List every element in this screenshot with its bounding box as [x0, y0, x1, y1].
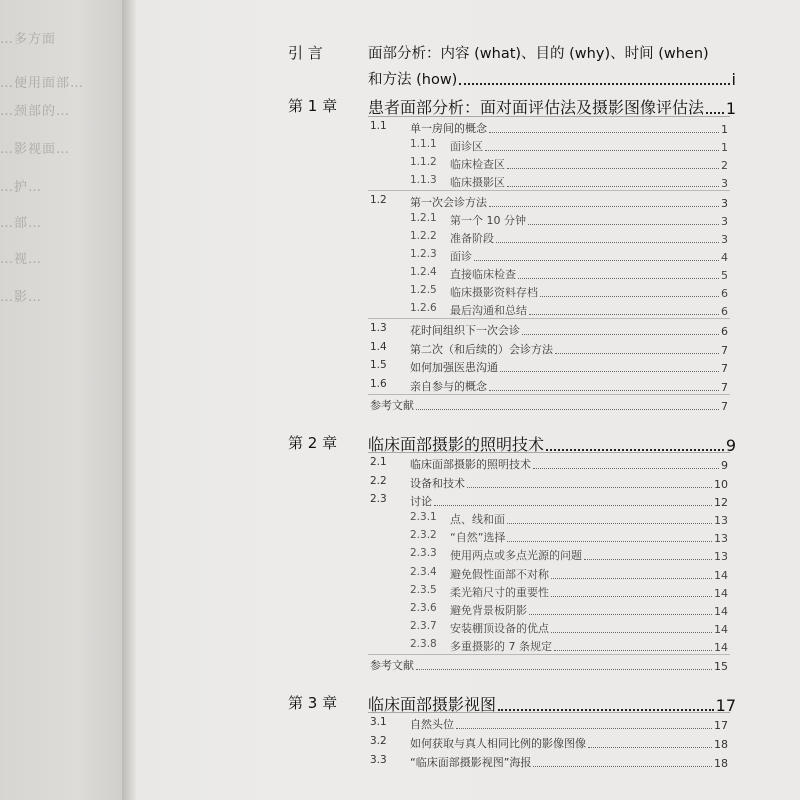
section-number: 1.6: [370, 378, 387, 390]
section-number: 1.3: [370, 322, 387, 334]
ghost-text: …影视面…: [0, 142, 71, 157]
subsection-number: 2.3.7: [410, 620, 437, 632]
leader-dots: [456, 728, 712, 729]
toc-entry-1-2[interactable]: [410, 194, 728, 210]
toc-entry-1-2-1[interactable]: [450, 212, 728, 228]
subsection-title: 安装棚顶设备的优点: [450, 622, 549, 635]
chapter-label: 第 2 章: [288, 434, 338, 452]
intro-title-line1: 面部分析：内容 (what)、目的 (why)、时间 (when): [368, 46, 709, 62]
intro-label: 引 言: [288, 44, 323, 62]
toc-entry-refs-1[interactable]: [370, 397, 728, 413]
toc-entry-1-2-5[interactable]: [450, 284, 728, 300]
toc-entry-refs-2[interactable]: [370, 657, 728, 673]
section-number: 3.1: [370, 716, 387, 728]
intro-title-line2: 和方法 (how): [368, 72, 458, 88]
leader-dots: [507, 186, 719, 187]
leader-dots: [434, 505, 712, 506]
page-number: 14: [714, 623, 728, 636]
page-number: 17: [714, 719, 728, 732]
subsection-title: 最后沟通和总结: [450, 304, 527, 317]
leader-dots: [533, 468, 719, 469]
section-number: 2.2: [370, 475, 387, 487]
divider: [368, 654, 730, 655]
leader-dots: [489, 132, 719, 133]
toc-entry-1-1[interactable]: [410, 120, 728, 136]
page-number: 14: [714, 587, 728, 600]
subsection-title: 避免假性面部不对称: [450, 568, 549, 581]
chapter-title: 临床面部摄影视图: [368, 695, 497, 714]
section-title: 自然头位: [410, 718, 454, 731]
page-number: 9: [721, 459, 728, 472]
section-title: 第一次会诊方法: [410, 196, 487, 209]
section-number: 1.1: [370, 120, 387, 132]
page-number: 18: [714, 738, 728, 751]
leader-dots: [706, 112, 724, 114]
subsection-title: 柔光箱尺寸的重要性: [450, 586, 549, 599]
page-number: 17: [715, 696, 736, 715]
page-number: 5: [721, 269, 728, 282]
toc-entry-2-3[interactable]: [410, 493, 728, 509]
chapter-title: 患者面部分析：面对面评估法及摄影图像评估法: [368, 98, 705, 117]
toc-entry-1-1-2[interactable]: [450, 156, 728, 172]
page-number: 3: [721, 177, 728, 190]
page-number: 6: [721, 287, 728, 300]
section-title: 临床面部摄影的照明技术: [410, 458, 531, 471]
section-title: 亲自参与的概念: [410, 380, 487, 393]
leader-dots: [485, 150, 719, 151]
leader-dots: [474, 260, 719, 261]
page-number: 14: [714, 569, 728, 582]
book-gutter: [122, 0, 136, 800]
leader-dots: [416, 669, 712, 670]
toc-entry-1-1-1[interactable]: [450, 138, 728, 154]
leader-dots: [529, 614, 712, 615]
page-number: 7: [721, 362, 728, 375]
subsection-title: 面诊: [450, 250, 472, 263]
chapter-label: 第 1 章: [288, 97, 338, 115]
leader-dots: [507, 523, 712, 524]
subsection-number: 2.3.6: [410, 602, 437, 614]
page-number: 3: [721, 197, 728, 210]
page-number: 14: [714, 605, 728, 618]
divider: [368, 116, 730, 117]
subsection-title: 多重摄影的 7 条规定: [450, 640, 552, 653]
leader-dots: [500, 371, 719, 372]
section-number: 2.1: [370, 456, 387, 468]
subsection-title: 使用两点或多点光源的问题: [450, 549, 582, 562]
ghost-text: …颈部的…: [0, 104, 71, 119]
page-number: 3: [721, 215, 728, 228]
toc-entry-1-2-6[interactable]: [450, 302, 728, 318]
page-number: 9: [725, 436, 736, 455]
leader-dots: [507, 541, 712, 542]
divider: [368, 712, 730, 713]
subsection-number: 1.2.5: [410, 284, 437, 296]
section-title: 讨论: [410, 495, 432, 508]
page-number: 6: [721, 325, 728, 338]
facing-page: [0, 0, 128, 800]
subsection-title: 临床摄影资料存档: [450, 286, 538, 299]
subsection-number: 2.3.5: [410, 584, 437, 596]
toc-entry-2-3-7[interactable]: [450, 620, 728, 636]
page-number: 1: [725, 99, 736, 118]
subsection-title: 点、线和面: [450, 513, 505, 526]
leader-dots: [489, 206, 719, 207]
subsection-number: 2.3.1: [410, 511, 437, 523]
toc-entry-3-2[interactable]: [410, 735, 728, 751]
subsection-title: 第一个 10 分钟: [450, 214, 526, 227]
leader-dots: [533, 766, 712, 767]
ghost-text: …影…: [0, 290, 43, 305]
section-number: 1.2: [370, 194, 387, 206]
leader-dots: [584, 559, 712, 560]
toc-entry-1-1-3[interactable]: [450, 174, 728, 190]
references-title: 参考文献: [370, 659, 414, 672]
ghost-text: …护…: [0, 180, 43, 195]
leader-dots: [551, 596, 712, 597]
subsection-number: 1.2.1: [410, 212, 437, 224]
subsection-title: “自然”选择: [450, 531, 506, 544]
ghost-text: …便用面部…: [0, 76, 85, 91]
section-title: 如何获取与真人相同比例的影像图像: [410, 737, 586, 750]
page-number: 13: [714, 514, 728, 527]
leader-dots: [507, 168, 719, 169]
page-number: 15: [714, 660, 728, 673]
subsection-number: 1.2.2: [410, 230, 437, 242]
section-number: 1.4: [370, 341, 387, 353]
leader-dots: [459, 83, 729, 85]
section-title: 设备和技术: [410, 477, 465, 490]
page-number: 6: [721, 305, 728, 318]
toc-entry-1-4[interactable]: [410, 341, 728, 357]
leader-dots: [528, 224, 719, 225]
toc-entry-2-3-2[interactable]: [450, 529, 728, 545]
toc-entry-1-2-3[interactable]: [450, 248, 728, 264]
chapter-label: 第 3 章: [288, 694, 338, 712]
toc-entry-2-3-5[interactable]: [450, 584, 728, 600]
subsection-number: 1.1.2: [410, 156, 437, 168]
subsection-number: 1.2.6: [410, 302, 437, 314]
ghost-text: …部…: [0, 216, 43, 231]
leader-dots: [522, 334, 719, 335]
page-number: 14: [714, 641, 728, 654]
subsection-title: 临床检查区: [450, 158, 505, 171]
toc-entry-2-3-6[interactable]: [450, 602, 728, 618]
section-title: 单一房间的概念: [410, 122, 487, 135]
section-title: “临床面部摄影视图”海报: [410, 756, 532, 769]
toc-entry-3-1[interactable]: [410, 716, 728, 732]
subsection-title: 临床摄影区: [450, 176, 505, 189]
subsection-title: 避免背景板阴影: [450, 604, 527, 617]
section-number: 1.5: [370, 359, 387, 371]
leader-dots: [546, 449, 724, 451]
page-number: 13: [714, 550, 728, 563]
leader-dots: [467, 487, 712, 488]
leader-dots: [551, 632, 712, 633]
leader-dots: [498, 709, 714, 711]
subsection-number: 2.3.4: [410, 566, 437, 578]
toc-entry-1-2-4[interactable]: [450, 266, 728, 282]
page-number: 2: [721, 159, 728, 172]
section-number: 3.2: [370, 735, 387, 747]
divider: [368, 318, 730, 319]
divider: [368, 452, 730, 453]
chapter-title: 临床面部摄影的照明技术: [368, 435, 545, 454]
leader-dots: [555, 353, 719, 354]
section-title: 如何加强医患沟通: [410, 361, 498, 374]
page-number: i: [731, 70, 736, 89]
page-number: 4: [721, 251, 728, 264]
toc-entry-2-3-3[interactable]: [450, 547, 728, 563]
subsection-number: 1.2.4: [410, 266, 437, 278]
divider: [368, 190, 730, 191]
section-number: 3.3: [370, 754, 387, 766]
section-title: 花时间组织下一次会诊: [410, 324, 520, 337]
page-number: 3: [721, 233, 728, 246]
toc-entry-2-3-1[interactable]: [450, 511, 728, 527]
leader-dots: [588, 747, 712, 748]
page-number: 13: [714, 532, 728, 545]
subsection-title: 准备阶段: [450, 232, 494, 245]
toc-entry-2-1[interactable]: [410, 456, 728, 472]
ghost-text: …多方面: [0, 32, 57, 47]
page-number: 1: [721, 141, 728, 154]
divider: [368, 394, 730, 395]
subsection-number: 2.3.3: [410, 547, 437, 559]
leader-dots: [529, 314, 719, 315]
leader-dots: [489, 390, 719, 391]
leader-dots: [518, 278, 719, 279]
subsection-number: 1.1.3: [410, 174, 437, 186]
page-number: 12: [714, 496, 728, 509]
subsection-number: 1.2.3: [410, 248, 437, 260]
toc-entry-1-2-2[interactable]: [450, 230, 728, 246]
leader-dots: [540, 296, 719, 297]
section-title: 第二次（和后续的）会诊方法: [410, 343, 553, 356]
page-number: 18: [714, 757, 728, 770]
section-number: 2.3: [370, 493, 387, 505]
toc-entry-2-3-8[interactable]: [450, 638, 728, 654]
subsection-title: 直接临床检查: [450, 268, 516, 281]
page-number: 10: [714, 478, 728, 491]
toc-entry-1-3[interactable]: [410, 322, 728, 338]
page-number: 1: [721, 123, 728, 136]
references-title: 参考文献: [370, 399, 414, 412]
leader-dots: [554, 650, 712, 651]
toc-entry-3-3[interactable]: [410, 754, 728, 770]
subsection-number: 2.3.8: [410, 638, 437, 650]
page-number: 7: [721, 381, 728, 394]
subsection-number: 1.1.1: [410, 138, 437, 150]
subsection-number: 2.3.2: [410, 529, 437, 541]
ghost-text: …视…: [0, 252, 43, 267]
page-number: 7: [721, 400, 728, 413]
toc-entry-chapter-1[interactable]: [368, 95, 736, 118]
toc-entry-2-3-4[interactable]: [450, 566, 728, 582]
toc-entry-intro[interactable]: [368, 68, 736, 89]
page-number: 7: [721, 344, 728, 357]
subsection-title: 面诊区: [450, 140, 483, 153]
leader-dots: [551, 578, 712, 579]
leader-dots: [496, 242, 719, 243]
toc-entry-2-2[interactable]: [410, 475, 728, 491]
leader-dots: [416, 409, 719, 410]
toc-entry-1-5[interactable]: [410, 359, 728, 375]
toc-entry-1-6[interactable]: [410, 378, 728, 394]
